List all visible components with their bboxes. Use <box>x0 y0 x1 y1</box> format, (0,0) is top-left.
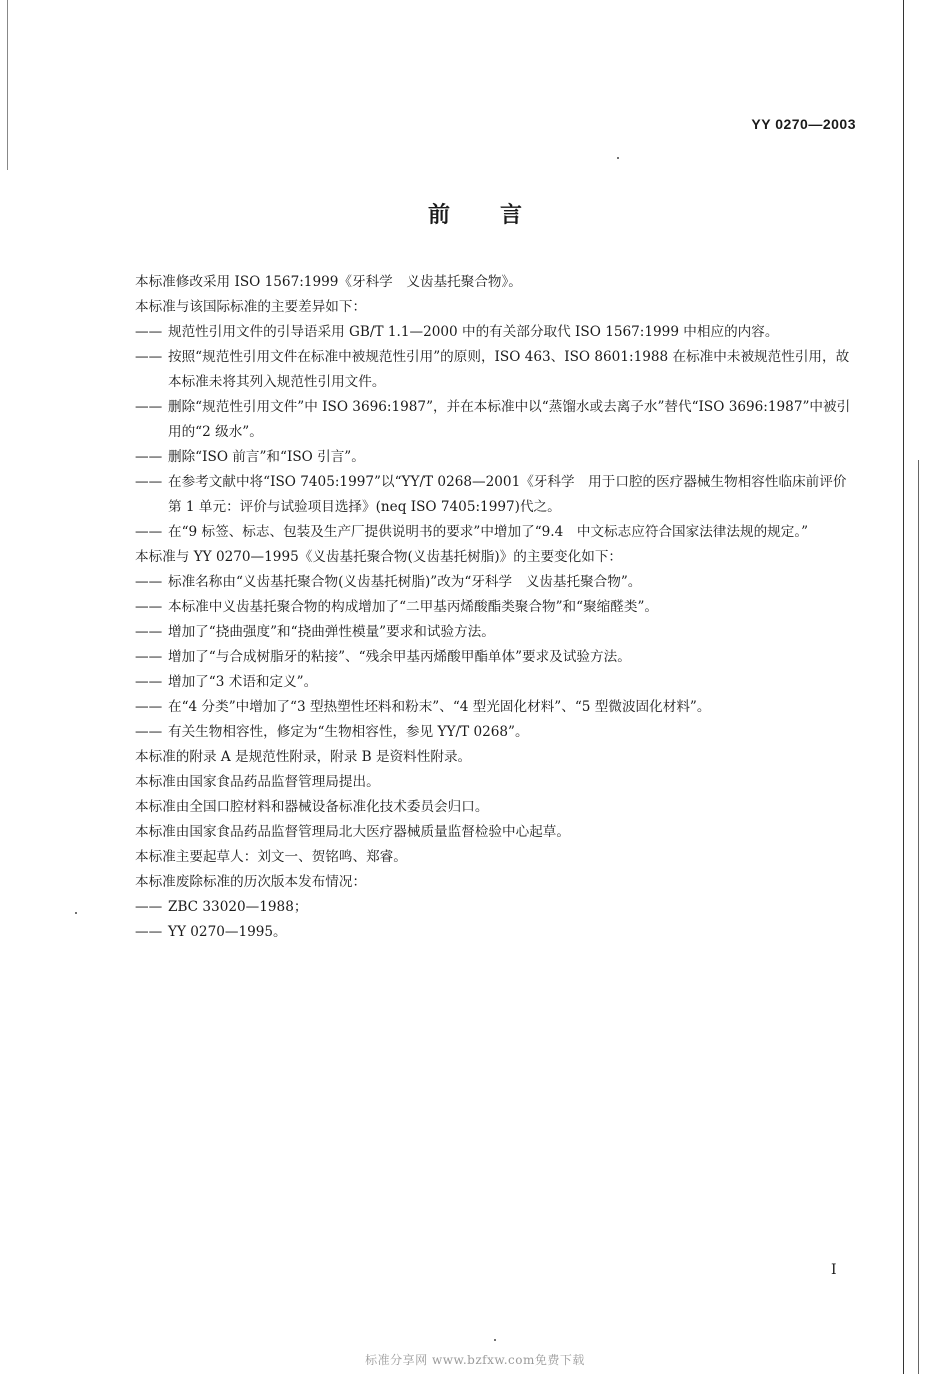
paragraph: 本标准与该国际标准的主要差异如下： <box>135 299 367 315</box>
list-item: —— 增加了“3 术语和定义”。 <box>135 674 318 690</box>
list-item: —— YY 0270—1995。 <box>135 924 287 940</box>
paragraph: 本标准的附录 A 是规范性附录，附录 B 是资料性附录。 <box>135 749 472 765</box>
scan-speck <box>75 912 77 914</box>
paragraph: 本标准由国家食品药品监督管理局北大医疗器械质量监督检验中心起草。 <box>135 824 570 840</box>
watermark: 标准分享网 www.bzfxw.com免费下载 <box>365 1353 585 1367</box>
list-item: —— 规范性引用文件的引导语采用 GB/T 1.1—2000 中的有关部分取代 ISO 1567:1999 中相应的内容。 <box>135 324 779 340</box>
foreword-body <box>135 270 860 945</box>
paragraph: 本标准由全国口腔材料和器械设备标准化技术委员会归口。 <box>135 799 489 815</box>
list-item: —— 增加了“挠曲强度”和“挠曲弹性模量”要求和试验方法。 <box>135 624 495 640</box>
standard-code: YY 0270—2003 <box>751 116 856 132</box>
list-item: —— 按照“规范性引用文件在标准中被规范性引用”的原则，ISO 463、ISO 8601:1988 在标准中未被规范性引用，故本标准未将其列入规范性引用文件。 <box>135 349 850 390</box>
paragraph: 本标准废除标准的历次版本发布情况： <box>135 874 367 890</box>
paragraph: 本标准由国家食品药品监督管理局提出。 <box>135 774 380 790</box>
list-item: —— 删除“ISO 前言”和“ISO 引言”。 <box>135 449 365 465</box>
scan-speck <box>617 157 619 159</box>
list-item: —— 有关生物相容性，修定为“生物相容性，参见 YY/T 0268”。 <box>135 724 529 740</box>
list-item: —— 删除“规范性引用文件”中 ISO 3696:1987”，并在本标准中以“蒸馏水或去离子水”替代“ISO 3696:1987”中被引用的“2 级水”。 <box>135 399 851 440</box>
list-item: —— 在“4 分类”中增加了“3 型热塑性坯料和粉末”、“4 型光固化材料”、“5 型微波固化材料”。 <box>135 699 711 715</box>
scan-edge-line <box>918 460 919 1374</box>
paragraph: 本标准与 YY 0270—1995《义齿基托聚合物(义齿基托树脂)》的主要变化如下： <box>135 549 623 565</box>
list-item: —— 增加了“与合成树脂牙的粘接”、“残余甲基丙烯酸甲酯单体”要求及试验方法。 <box>135 649 631 665</box>
list-item: —— ZBC 33020—1988； <box>135 899 308 915</box>
page-title: 前言 <box>427 203 572 228</box>
page-number: I <box>831 1262 837 1278</box>
paragraph: 本标准主要起草人：刘文一、贺铭鸣、郑睿。 <box>135 849 407 865</box>
paragraph: 本标准修改采用 ISO 1567:1999《牙科学 义齿基托聚合物》。 <box>135 274 522 290</box>
scan-speck <box>494 1339 496 1341</box>
list-item: —— 本标准中义齿基托聚合物的构成增加了“二甲基丙烯酸酯类聚合物”和“聚缩醛类”。 <box>135 599 658 615</box>
list-item: —— 在参考文献中将“ISO 7405:1997”以“YY/T 0268—2001《牙科学 用于口腔的医疗器械生物相容性临床前评价 第 1 单元：评价与试验项目选择》(neq ISO 7405:1997)代之。 <box>135 474 861 515</box>
scan-edge-line <box>7 0 8 170</box>
list-item: —— 标准名称由“义齿基托聚合物(义齿基托树脂)”改为“牙科学 义齿基托聚合物”。 <box>135 574 642 590</box>
list-item: —— 在“9 标签、标志、包装及生产厂提供说明书的要求”中增加了“9.4 中文标志应符合国家法律法规的规定。” <box>135 524 809 540</box>
